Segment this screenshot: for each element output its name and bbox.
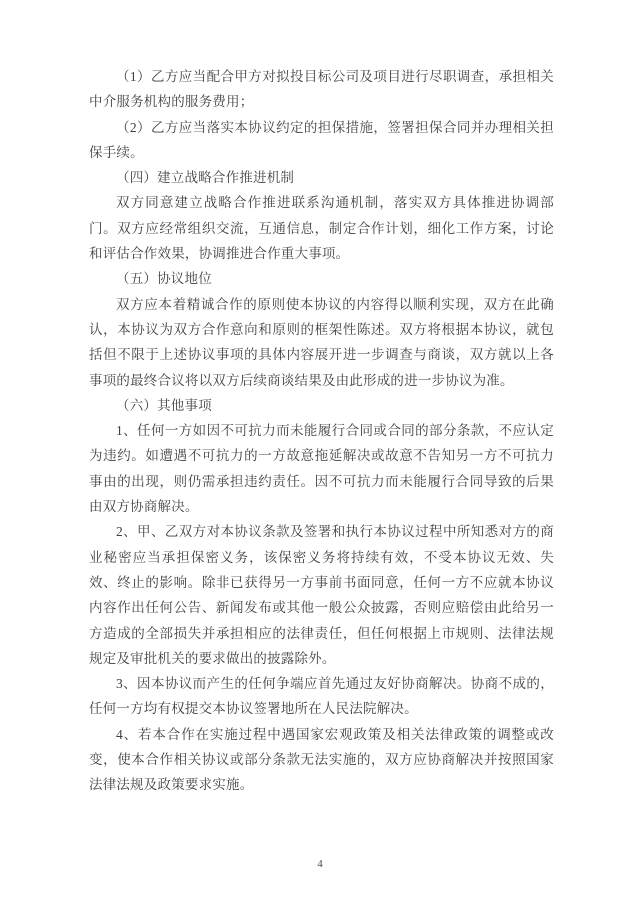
section-heading-5: （五）协议地位 xyxy=(116,271,212,287)
other-item-4: 4、若本合作在实施过程中遇国家宏观政策及相关法律政策的调整或改变，使本合作相关协议或部分条款无法实施的，双方应协商解决并按照国家法律法规及政策要求实施。 xyxy=(89,726,554,793)
section-heading-4: （四）建立战略合作推进机制 xyxy=(116,170,295,186)
section-4-body: 双方同意建立战略合作推进联系沟通机制，落实双方具体推进协调部门。双方应经常组织交流，互通信息，制定合作计划，细化工作方案，讨论和评估合作效果，协调推进合作重大事项。 xyxy=(89,195,554,262)
other-item-3: 3、因本协议而产生的任何争端应首先通过友好协商解决。协商不成的，任何一方均有权提交本协议签署地所在人民法院解决。 xyxy=(89,676,554,717)
other-item-1: 1、任何一方如因不可抗力而未能履行合同或合同的部分条款，不应认定为违约。如遭遇不可抗力的一方故意拖延解决或故意不告知另一方不可抗力事由的出现，则仍需承担违约责任。因不可抗力而未能履行合同导致的后果由双方协商解决。 xyxy=(89,423,554,515)
document-body xyxy=(89,64,554,798)
section-heading-6: （六）其他事项 xyxy=(116,397,212,413)
other-item-2: 2、甲、乙双方对本协议条款及签署和执行本协议过程中所知悉对方的商业秘密应当承担保密义务，该保密义务将持续有效，不受本协议无效、失效、终止的影响。除非已获得另一方事前书面同意，任何一方不应就本协议内容作出任何公告、新闻发布或其他一般公众披露，否则应赔偿由此给另一方造成的全部损失并承担相应的法律责任，但任何根据上市规则、法律法规规定及审批机关的要求做出的披露除外。 xyxy=(89,524,554,666)
paragraph-clause-item-2: （2）乙方应当落实本协议约定的担保措施，签署担保合同并办理相关担保手续。 xyxy=(89,119,554,160)
page-number: 4 xyxy=(317,858,323,870)
section-5-body: 双方应本着精诚合作的原则使本协议的内容得以顺利实现，双方在此确认，本协议为双方合作意向和原则的框架性陈述。双方将根据本协议，就包括但不限于上述协议事项的具体内容展开进一步调查与商谈，双方就以上各事项的最终合议将以双方后续商谈结果及由此形成的进一步协议为准。 xyxy=(89,296,554,388)
paragraph-clause-item-1: （1）乙方应当配合甲方对拟投目标公司及项目进行尽职调查，承担相关中介服务机构的服务费用； xyxy=(89,69,554,110)
